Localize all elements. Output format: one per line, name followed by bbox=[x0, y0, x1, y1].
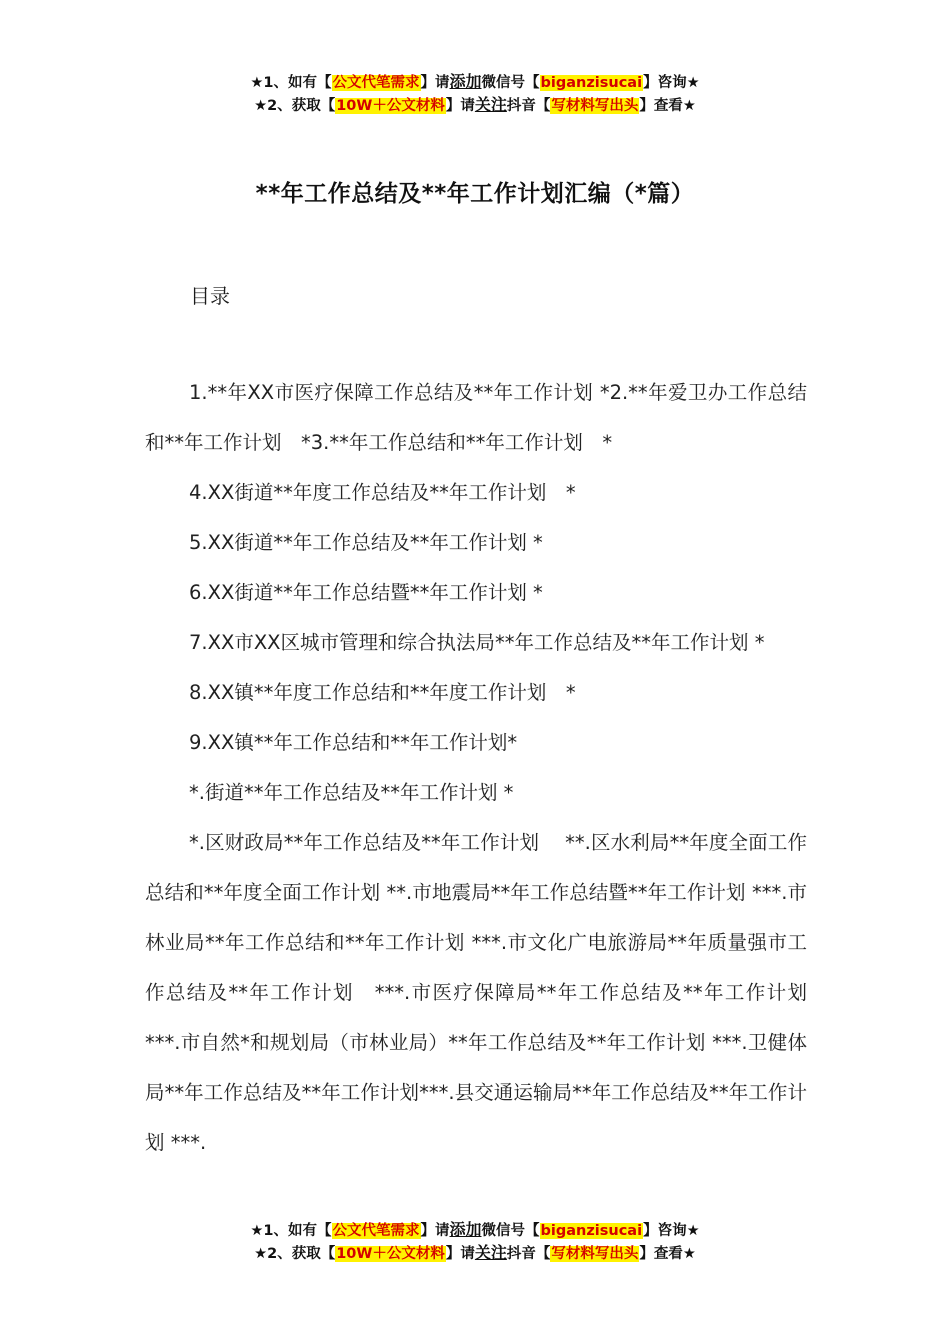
toc-paragraph: 1.**年XX市医疗保障工作总结及**年工作计划 *2.**年爱卫办工作总结和**年工作计划 *3.**年工作总结和**年工作计划 * bbox=[145, 381, 807, 454]
toc-paragraph: 5.XX街道**年工作总结及**年工作计划 * bbox=[189, 531, 543, 554]
toc-paragraph: 8.XX镇**年度工作总结和**年度工作计划 * bbox=[189, 681, 576, 704]
banner-line-2 bbox=[0, 1241, 950, 1264]
banner-text: ★2、获取【 bbox=[254, 98, 336, 114]
banner-text: 抖音【 bbox=[506, 98, 551, 114]
banner-line-1 bbox=[0, 70, 950, 93]
banner-text: 抖音【 bbox=[506, 1246, 551, 1262]
highlight-materials: 10W＋公文材料 bbox=[336, 1246, 445, 1262]
toc-paragraph: *.区财政局**年工作总结及**年工作计划 **.区水利局**年度全面工作总结和**年度全面工作计划 **.市地震局**年工作总结暨**年工作计划 ***.市林业局**年工作总结和**年工作计划 ***.市文化广电旅游局**年质量强市工作总结及**年工作计划 ***.市医疗保障局**年工作总结及**年工作计划 ***.市自然*和规划局（市林业局）**年工作总结及**年工作计划 ***.卫健体局**年工作总结及**年工作计划***.县交通运输局**年工作总结及**年工作计划 ***. bbox=[145, 831, 807, 1154]
banner-text: 】咨询★ bbox=[643, 1223, 700, 1239]
highlight-service: 公文代笔需求 bbox=[332, 75, 420, 91]
banner-text: 】请 bbox=[420, 75, 450, 91]
banner-line-1 bbox=[0, 1218, 950, 1241]
banner-text: 】查看★ bbox=[639, 98, 696, 114]
toc-paragraph: 6.XX街道**年工作总结暨**年工作计划 * bbox=[189, 581, 543, 604]
banner-text: 】请 bbox=[420, 1223, 450, 1239]
toc-heading: 目录 bbox=[190, 284, 230, 308]
banner-text: ★1、如有【 bbox=[250, 75, 332, 91]
highlight-douyin-id: 写材料写出头 bbox=[551, 1246, 639, 1262]
document-title: **年工作总结及**年工作计划汇编（*篇） bbox=[255, 181, 695, 207]
banner-text: 】咨询★ bbox=[643, 75, 700, 91]
banner-text: ★1、如有【 bbox=[250, 1223, 332, 1239]
highlight-service: 公文代笔需求 bbox=[332, 1223, 420, 1239]
banner-emphasis: 关注 bbox=[474, 1243, 507, 1262]
top-banner bbox=[0, 70, 950, 116]
banner-emphasis: 添加 bbox=[449, 1220, 482, 1239]
highlight-materials: 10W＋公文材料 bbox=[336, 98, 445, 114]
toc-paragraph: 9.XX镇**年工作总结和**年工作计划* bbox=[189, 731, 518, 754]
toc-paragraph: *.街道**年工作总结及**年工作计划 * bbox=[189, 781, 514, 804]
banner-text: 微信号【 bbox=[481, 1223, 540, 1239]
highlight-douyin-id: 写材料写出头 bbox=[551, 98, 639, 114]
table-of-contents bbox=[145, 368, 807, 1168]
banner-text: 】请 bbox=[445, 1246, 475, 1262]
banner-emphasis: 关注 bbox=[474, 95, 507, 114]
banner-text: ★2、获取【 bbox=[254, 1246, 336, 1262]
banner-text: 微信号【 bbox=[481, 75, 540, 91]
banner-text: 】查看★ bbox=[639, 1246, 696, 1262]
banner-emphasis: 添加 bbox=[449, 72, 482, 91]
bottom-banner bbox=[0, 1218, 950, 1264]
toc-paragraph: 7.XX市XX区城市管理和综合执法局**年工作总结及**年工作计划 * bbox=[189, 631, 765, 654]
toc-paragraph: 4.XX街道**年度工作总结及**年工作计划 * bbox=[189, 481, 576, 504]
banner-line-2 bbox=[0, 93, 950, 116]
banner-text: 】请 bbox=[445, 98, 475, 114]
highlight-wechat-id: biganzisucai bbox=[540, 75, 643, 91]
highlight-wechat-id: biganzisucai bbox=[540, 1223, 643, 1239]
